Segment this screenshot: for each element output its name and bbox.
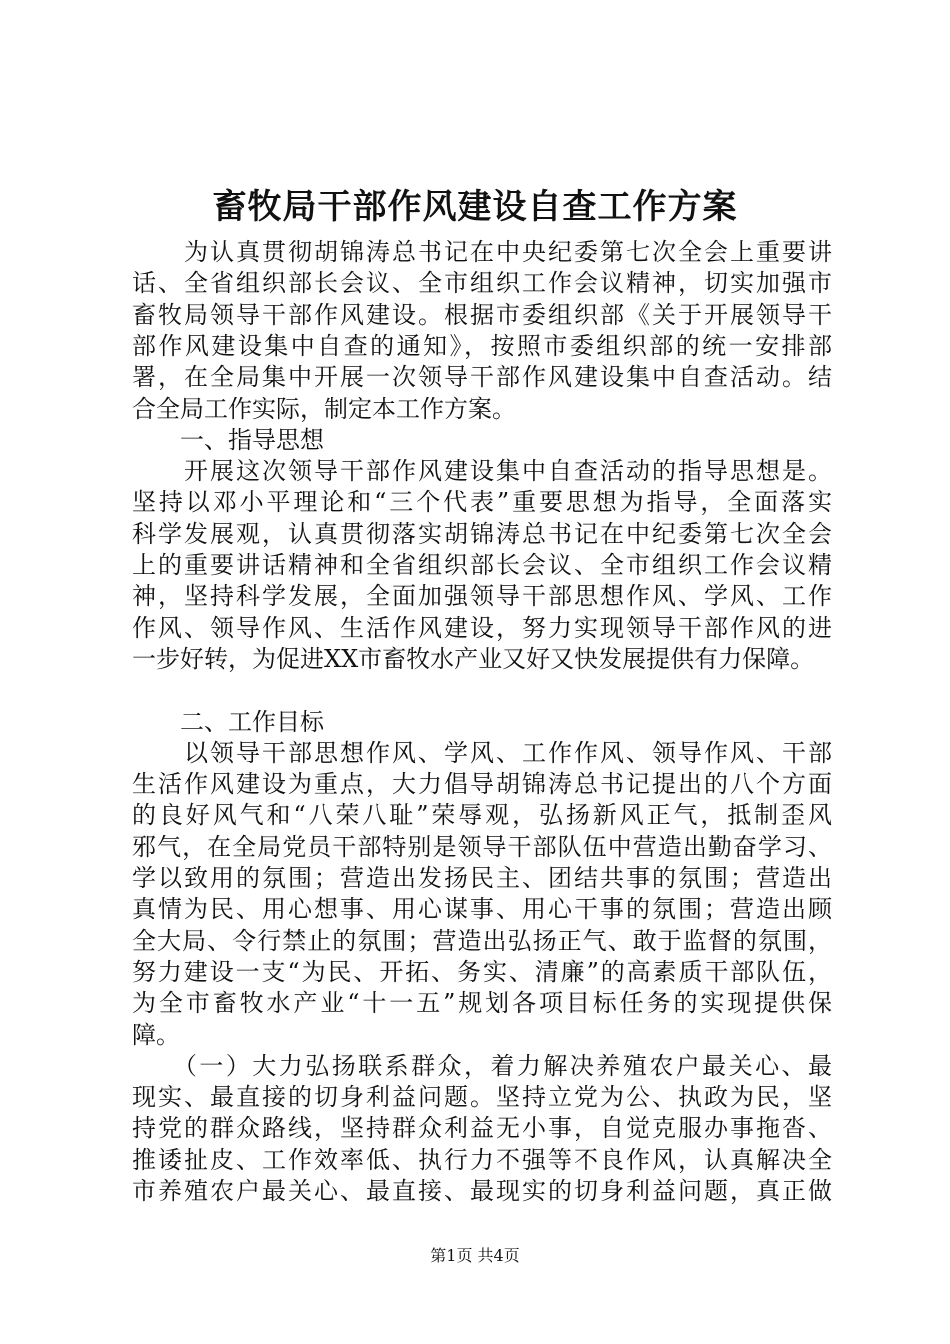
body-line: 的良好风气和“八荣八耻”荣辱观，弘扬新风正气，抵制歪风 xyxy=(132,801,832,829)
body-line: 神，坚持科学发展，全面加强领导干部思想作风、学风、工作 xyxy=(132,582,832,610)
body-line: 作风、领导作风、生活作风建设，努力实现领导干部作风的进 xyxy=(132,614,832,642)
body-line: 二、工作目标 xyxy=(132,708,324,736)
body-line: 话、全省组织部长会议、全市组织工作会议精神，切实加强市 xyxy=(132,269,832,297)
body-line: 坚持以邓小平理论和“三个代表”重要思想为指导，全面落实 xyxy=(132,488,832,516)
page-footer: 第1页 共4页 xyxy=(430,1246,520,1265)
body-line: 上的重要讲话精神和全省组织部长会议、全市组织工作会议精 xyxy=(132,551,832,579)
body-line: 为全市畜牧水产业“十一五”规划各项目标任务的实现提供保 xyxy=(132,989,832,1017)
body-line: 为认真贯彻胡锦涛总书记在中央纪委第七次全会上重要讲 xyxy=(132,238,832,266)
body-line: 署，在全局集中开展一次领导干部作风建设集中自查活动。结 xyxy=(132,363,832,391)
body-line: 以领导干部思想作风、学风、工作作风、领导作风、干部 xyxy=(132,739,832,767)
document-title: 畜牧局干部作风建设自查工作方案 xyxy=(212,187,738,227)
body-line: 生活作风建设为重点，大力倡导胡锦涛总书记提出的八个方面 xyxy=(132,770,832,798)
body-line: 真情为民、用心想事、用心谋事、用心干事的氛围；营造出顾 xyxy=(132,895,832,923)
body-line: 科学发展观，认真贯彻落实胡锦涛总书记在中纪委第七次全会 xyxy=(132,520,832,548)
body-line: 现实、最直接的切身利益问题。坚持立党为公、执政为民，坚 xyxy=(132,1083,832,1111)
body-line: 一、指导思想 xyxy=(132,426,324,454)
body-line: 一步好转，为促进XX市畜牧水产业又好又快发展提供有力保障。 xyxy=(132,645,815,673)
body-line: 学以致用的氛围；营造出发扬民主、团结共事的氛围；营造出 xyxy=(132,864,832,892)
body-line: （一）大力弘扬联系群众，着力解决养殖农户最关心、最 xyxy=(132,1052,832,1080)
body-line: 邪气，在全局党员干部特别是领导干部队伍中营造出勤奋学习、 xyxy=(132,833,832,861)
body-line: 努力建设一支“为民、开拓、务实、清廉”的高素质干部队伍， xyxy=(132,958,832,986)
body-line: 推诿扯皮、工作效率低、执行力不强等不良作风，认真解决全 xyxy=(132,1146,832,1174)
body-line: 持党的群众路线，坚持群众利益无小事，自觉克服办事拖沓、 xyxy=(132,1114,832,1142)
body-line: 畜牧局领导干部作风建设。根据市委组织部《关于开展领导干 xyxy=(132,301,832,329)
body-line: 障。 xyxy=(132,1021,180,1049)
body-line: 合全局工作实际，制定本工作方案。 xyxy=(132,395,516,423)
body-line xyxy=(132,672,832,708)
body-line: 全大局、令行禁止的氛围；营造出弘扬正气、敢于监督的氛围， xyxy=(132,927,832,955)
body-line: 市养殖农户最关心、最直接、最现实的切身利益问题，真正做 xyxy=(132,1177,832,1205)
body-line: 部作风建设集中自查的通知》，按照市委组织部的统一安排部 xyxy=(132,332,832,360)
body-line: 开展这次领导干部作风建设集中自查活动的指导思想是。 xyxy=(132,457,832,485)
